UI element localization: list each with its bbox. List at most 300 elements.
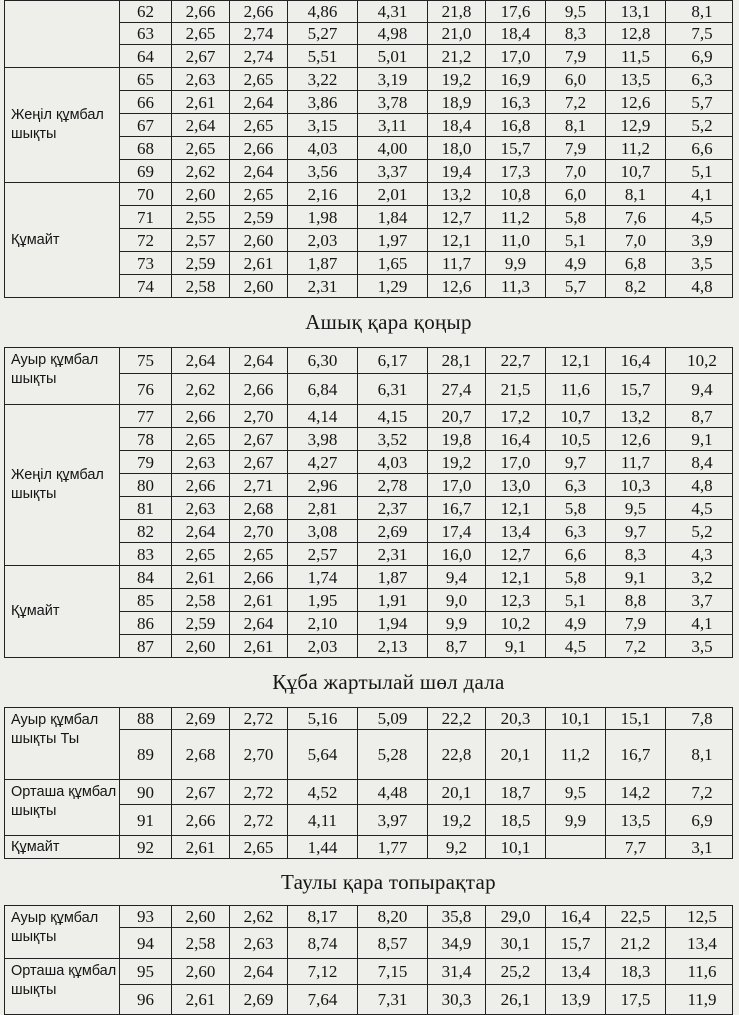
value-cell: 2,63 bbox=[172, 451, 230, 474]
value-cell: 12,1 bbox=[486, 566, 546, 589]
value-cell: 7,9 bbox=[546, 137, 606, 160]
row-number: 66 bbox=[120, 91, 172, 114]
row-number: 80 bbox=[120, 474, 172, 497]
value-cell: 2,59 bbox=[172, 612, 230, 635]
value-cell: 2,96 bbox=[288, 474, 358, 497]
value-cell: 17,5 bbox=[606, 985, 666, 1015]
value-cell: 3,1 bbox=[666, 836, 733, 859]
value-cell: 7,0 bbox=[546, 160, 606, 183]
value-cell: 10,8 bbox=[486, 183, 546, 206]
value-cell: 12,7 bbox=[486, 543, 546, 566]
value-cell: 11,7 bbox=[428, 252, 486, 275]
value-cell: 2,69 bbox=[358, 520, 428, 543]
value-cell: 5,01 bbox=[358, 45, 428, 68]
section-title: Таулы қара топырақтар bbox=[281, 869, 496, 894]
section-heading bbox=[5, 859, 733, 906]
value-cell: 12,9 bbox=[606, 114, 666, 137]
section-row bbox=[5, 658, 733, 708]
value-cell: 2,74 bbox=[230, 23, 288, 45]
value-cell: 2,57 bbox=[172, 229, 230, 252]
value-cell: 25,2 bbox=[486, 959, 546, 985]
value-cell: 5,7 bbox=[546, 275, 606, 298]
value-cell: 1,44 bbox=[288, 836, 358, 859]
value-cell: 4,9 bbox=[546, 612, 606, 635]
value-cell: 7,31 bbox=[358, 985, 428, 1015]
value-cell: 12,6 bbox=[428, 275, 486, 298]
row-number: 86 bbox=[120, 612, 172, 635]
table-row bbox=[5, 68, 733, 91]
value-cell: 2,72 bbox=[230, 708, 288, 730]
row-number: 79 bbox=[120, 451, 172, 474]
row-number: 62 bbox=[120, 1, 172, 23]
value-cell: 2,57 bbox=[288, 543, 358, 566]
row-number: 93 bbox=[120, 906, 172, 928]
row-number: 94 bbox=[120, 928, 172, 959]
value-cell: 2,68 bbox=[230, 497, 288, 520]
value-cell: 2,63 bbox=[230, 928, 288, 959]
value-cell: 2,62 bbox=[230, 906, 288, 928]
value-cell: 1,95 bbox=[288, 589, 358, 612]
value-cell: 2,66 bbox=[230, 566, 288, 589]
value-cell: 29,0 bbox=[486, 906, 546, 928]
value-cell: 12,6 bbox=[606, 428, 666, 451]
soil-group-label: Жеңіл құмбал шықты bbox=[5, 68, 120, 183]
value-cell: 20,7 bbox=[428, 405, 486, 428]
value-cell: 17,6 bbox=[486, 1, 546, 23]
value-cell: 2,65 bbox=[172, 428, 230, 451]
value-cell: 10,5 bbox=[546, 428, 606, 451]
value-cell: 5,51 bbox=[288, 45, 358, 68]
value-cell: 2,67 bbox=[230, 428, 288, 451]
value-cell: 7,5 bbox=[666, 23, 733, 45]
value-cell: 9,0 bbox=[428, 589, 486, 612]
value-cell: 3,97 bbox=[358, 805, 428, 836]
value-cell: 10,7 bbox=[606, 160, 666, 183]
value-cell: 8,3 bbox=[606, 543, 666, 566]
table-row bbox=[5, 183, 733, 206]
value-cell: 3,52 bbox=[358, 428, 428, 451]
value-cell: 6,31 bbox=[358, 374, 428, 405]
value-cell: 30,1 bbox=[486, 928, 546, 959]
value-cell: 6,8 bbox=[606, 252, 666, 275]
value-cell: 16,7 bbox=[606, 730, 666, 780]
row-number: 83 bbox=[120, 543, 172, 566]
value-cell: 2,64 bbox=[230, 348, 288, 374]
value-cell: 8,74 bbox=[288, 928, 358, 959]
table-row bbox=[5, 906, 733, 928]
value-cell: 31,4 bbox=[428, 959, 486, 985]
section-title: Құба жартылай шөл дала bbox=[272, 670, 505, 694]
value-cell: 20,1 bbox=[486, 730, 546, 780]
value-cell: 2,66 bbox=[172, 405, 230, 428]
value-cell: 12,6 bbox=[606, 91, 666, 114]
row-number: 64 bbox=[120, 45, 172, 68]
value-cell: 13,2 bbox=[428, 183, 486, 206]
value-cell: 9,9 bbox=[486, 252, 546, 275]
value-cell: 5,2 bbox=[666, 520, 733, 543]
value-cell: 7,9 bbox=[606, 612, 666, 635]
value-cell: 20,1 bbox=[428, 780, 486, 805]
value-cell: 2,71 bbox=[230, 474, 288, 497]
section-row bbox=[5, 859, 733, 906]
row-number: 71 bbox=[120, 206, 172, 229]
value-cell: 1,98 bbox=[288, 206, 358, 229]
value-cell: 2,61 bbox=[172, 836, 230, 859]
value-cell: 5,64 bbox=[288, 730, 358, 780]
value-cell: 3,78 bbox=[358, 91, 428, 114]
value-cell: 3,5 bbox=[666, 635, 733, 658]
value-cell: 2,81 bbox=[288, 497, 358, 520]
value-cell: 1,87 bbox=[288, 252, 358, 275]
value-cell: 4,00 bbox=[358, 137, 428, 160]
soil-group-label bbox=[5, 1, 120, 68]
value-cell: 3,08 bbox=[288, 520, 358, 543]
value-cell: 3,2 bbox=[666, 566, 733, 589]
value-cell: 2,70 bbox=[230, 405, 288, 428]
row-number: 65 bbox=[120, 68, 172, 91]
value-cell: 3,86 bbox=[288, 91, 358, 114]
soil-group-label: Құмайт bbox=[5, 183, 120, 298]
value-cell: 2,69 bbox=[172, 708, 230, 730]
value-cell: 2,63 bbox=[172, 497, 230, 520]
row-number: 92 bbox=[120, 836, 172, 859]
value-cell: 34,9 bbox=[428, 928, 486, 959]
value-cell: 2,63 bbox=[172, 68, 230, 91]
value-cell: 6,0 bbox=[546, 183, 606, 206]
value-cell: 5,7 bbox=[666, 91, 733, 114]
value-cell: 11,9 bbox=[666, 985, 733, 1015]
value-cell: 11,2 bbox=[546, 730, 606, 780]
value-cell: 1,65 bbox=[358, 252, 428, 275]
value-cell: 1,97 bbox=[358, 229, 428, 252]
value-cell: 16,4 bbox=[546, 906, 606, 928]
value-cell: 13,4 bbox=[546, 959, 606, 985]
value-cell: 5,16 bbox=[288, 708, 358, 730]
value-cell: 9,2 bbox=[428, 836, 486, 859]
value-cell: 4,8 bbox=[666, 474, 733, 497]
value-cell: 2,66 bbox=[230, 374, 288, 405]
value-cell: 4,5 bbox=[666, 206, 733, 229]
row-number: 88 bbox=[120, 708, 172, 730]
value-cell: 11,3 bbox=[486, 275, 546, 298]
value-cell: 28,1 bbox=[428, 348, 486, 374]
row-number: 76 bbox=[120, 374, 172, 405]
row-number: 90 bbox=[120, 780, 172, 805]
value-cell: 15,7 bbox=[606, 374, 666, 405]
table-row bbox=[5, 405, 733, 428]
value-cell: 17,2 bbox=[486, 405, 546, 428]
soil-group-label: Ауыр құмбал шықты Ты bbox=[5, 708, 120, 780]
value-cell: 1,74 bbox=[288, 566, 358, 589]
value-cell: 2,60 bbox=[230, 275, 288, 298]
value-cell: 4,11 bbox=[288, 805, 358, 836]
value-cell: 12,1 bbox=[428, 229, 486, 252]
value-cell: 9,1 bbox=[486, 635, 546, 658]
value-cell: 18,4 bbox=[486, 23, 546, 45]
value-cell: 18,0 bbox=[428, 137, 486, 160]
value-cell: 2,64 bbox=[172, 114, 230, 137]
value-cell: 6,30 bbox=[288, 348, 358, 374]
value-cell: 21,8 bbox=[428, 1, 486, 23]
value-cell: 27,4 bbox=[428, 374, 486, 405]
row-number: 68 bbox=[120, 137, 172, 160]
value-cell: 16,9 bbox=[486, 68, 546, 91]
value-cell: 2,72 bbox=[230, 780, 288, 805]
value-cell: 3,37 bbox=[358, 160, 428, 183]
value-cell: 15,1 bbox=[606, 708, 666, 730]
value-cell: 12,5 bbox=[666, 906, 733, 928]
value-cell: 13,2 bbox=[606, 405, 666, 428]
value-cell: 2,66 bbox=[230, 1, 288, 23]
value-cell: 2,61 bbox=[172, 985, 230, 1015]
table-row bbox=[5, 959, 733, 985]
value-cell: 12,1 bbox=[486, 497, 546, 520]
value-cell: 17,0 bbox=[486, 45, 546, 68]
value-cell: 2,61 bbox=[172, 91, 230, 114]
value-cell: 13,4 bbox=[666, 928, 733, 959]
value-cell: 20,3 bbox=[486, 708, 546, 730]
value-cell: 3,19 bbox=[358, 68, 428, 91]
value-cell: 8,4 bbox=[666, 451, 733, 474]
value-cell: 8,1 bbox=[666, 730, 733, 780]
value-cell: 3,98 bbox=[288, 428, 358, 451]
value-cell: 9,4 bbox=[666, 374, 733, 405]
value-cell: 2,65 bbox=[172, 543, 230, 566]
value-cell: 4,1 bbox=[666, 183, 733, 206]
value-cell: 2,65 bbox=[172, 137, 230, 160]
value-cell: 13,5 bbox=[606, 68, 666, 91]
value-cell: 8,3 bbox=[546, 23, 606, 45]
row-number: 91 bbox=[120, 805, 172, 836]
value-cell: 9,9 bbox=[546, 805, 606, 836]
row-number: 63 bbox=[120, 23, 172, 45]
value-cell: 2,58 bbox=[172, 589, 230, 612]
value-cell: 2,10 bbox=[288, 612, 358, 635]
value-cell: 6,84 bbox=[288, 374, 358, 405]
value-cell: 30,3 bbox=[428, 985, 486, 1015]
value-cell: 4,8 bbox=[666, 275, 733, 298]
value-cell: 3,5 bbox=[666, 252, 733, 275]
value-cell: 18,5 bbox=[486, 805, 546, 836]
value-cell: 5,2 bbox=[666, 114, 733, 137]
value-cell: 7,12 bbox=[288, 959, 358, 985]
value-cell: 4,03 bbox=[288, 137, 358, 160]
value-cell: 7,7 bbox=[606, 836, 666, 859]
value-cell: 14,2 bbox=[606, 780, 666, 805]
value-cell: 2,60 bbox=[230, 229, 288, 252]
row-number: 67 bbox=[120, 114, 172, 137]
value-cell: 5,28 bbox=[358, 730, 428, 780]
value-cell: 7,64 bbox=[288, 985, 358, 1015]
table-row bbox=[5, 1, 733, 23]
value-cell: 2,66 bbox=[172, 805, 230, 836]
value-cell: 7,8 bbox=[666, 708, 733, 730]
value-cell: 9,5 bbox=[546, 780, 606, 805]
value-cell bbox=[546, 836, 606, 859]
value-cell: 8,1 bbox=[546, 114, 606, 137]
value-cell: 6,3 bbox=[666, 68, 733, 91]
value-cell: 2,70 bbox=[230, 520, 288, 543]
soil-group-label: Ауыр құмбал шықты bbox=[5, 906, 120, 959]
value-cell: 8,7 bbox=[666, 405, 733, 428]
value-cell: 4,86 bbox=[288, 1, 358, 23]
value-cell: 22,5 bbox=[606, 906, 666, 928]
value-cell: 21,5 bbox=[486, 374, 546, 405]
value-cell: 12,3 bbox=[486, 589, 546, 612]
value-cell: 2,64 bbox=[230, 160, 288, 183]
value-cell: 2,01 bbox=[358, 183, 428, 206]
value-cell: 2,67 bbox=[172, 780, 230, 805]
soil-properties-table bbox=[4, 0, 733, 1015]
value-cell: 2,59 bbox=[172, 252, 230, 275]
value-cell: 2,66 bbox=[230, 137, 288, 160]
value-cell: 2,31 bbox=[358, 543, 428, 566]
value-cell: 12,8 bbox=[606, 23, 666, 45]
value-cell: 7,6 bbox=[606, 206, 666, 229]
value-cell: 6,0 bbox=[546, 68, 606, 91]
value-cell: 11,0 bbox=[486, 229, 546, 252]
value-cell: 2,69 bbox=[230, 985, 288, 1015]
row-number: 70 bbox=[120, 183, 172, 206]
value-cell: 6,6 bbox=[666, 137, 733, 160]
value-cell: 13,4 bbox=[486, 520, 546, 543]
value-cell: 11,7 bbox=[606, 451, 666, 474]
value-cell: 2,61 bbox=[230, 635, 288, 658]
value-cell: 4,5 bbox=[666, 497, 733, 520]
value-cell: 8,57 bbox=[358, 928, 428, 959]
value-cell: 8,17 bbox=[288, 906, 358, 928]
value-cell: 5,1 bbox=[546, 229, 606, 252]
value-cell: 2,31 bbox=[288, 275, 358, 298]
value-cell: 1,94 bbox=[358, 612, 428, 635]
value-cell: 2,65 bbox=[230, 68, 288, 91]
value-cell: 5,27 bbox=[288, 23, 358, 45]
value-cell: 4,31 bbox=[358, 1, 428, 23]
value-cell: 7,9 bbox=[546, 45, 606, 68]
value-cell: 2,62 bbox=[172, 374, 230, 405]
value-cell: 2,65 bbox=[230, 114, 288, 137]
value-cell: 5,8 bbox=[546, 497, 606, 520]
value-cell: 10,2 bbox=[666, 348, 733, 374]
value-cell: 2,74 bbox=[230, 45, 288, 68]
value-cell: 1,87 bbox=[358, 566, 428, 589]
value-cell: 19,8 bbox=[428, 428, 486, 451]
value-cell: 2,16 bbox=[288, 183, 358, 206]
value-cell: 2,66 bbox=[172, 1, 230, 23]
value-cell: 2,64 bbox=[230, 91, 288, 114]
value-cell: 6,9 bbox=[666, 45, 733, 68]
soil-group-label: Ауыр құмбал шықты bbox=[5, 348, 120, 405]
value-cell: 2,55 bbox=[172, 206, 230, 229]
value-cell: 19,2 bbox=[428, 451, 486, 474]
value-cell: 4,27 bbox=[288, 451, 358, 474]
value-cell: 9,5 bbox=[606, 497, 666, 520]
value-cell: 4,48 bbox=[358, 780, 428, 805]
value-cell: 18,9 bbox=[428, 91, 486, 114]
table-body bbox=[5, 1, 733, 1015]
value-cell: 2,61 bbox=[172, 566, 230, 589]
value-cell: 9,1 bbox=[666, 428, 733, 451]
value-cell: 3,9 bbox=[666, 229, 733, 252]
value-cell: 5,8 bbox=[546, 566, 606, 589]
value-cell: 13,5 bbox=[606, 805, 666, 836]
soil-group-label: Жеңіл құмбал шықты bbox=[5, 405, 120, 566]
value-cell: 7,2 bbox=[666, 780, 733, 805]
value-cell: 2,61 bbox=[230, 589, 288, 612]
value-cell: 8,1 bbox=[666, 1, 733, 23]
value-cell: 9,7 bbox=[606, 520, 666, 543]
value-cell: 8,2 bbox=[606, 275, 666, 298]
value-cell: 11,5 bbox=[606, 45, 666, 68]
value-cell: 18,7 bbox=[486, 780, 546, 805]
value-cell: 2,61 bbox=[230, 252, 288, 275]
row-number: 72 bbox=[120, 229, 172, 252]
value-cell: 22,7 bbox=[486, 348, 546, 374]
value-cell: 12,7 bbox=[428, 206, 486, 229]
value-cell: 16,4 bbox=[606, 348, 666, 374]
value-cell: 8,20 bbox=[358, 906, 428, 928]
value-cell: 2,65 bbox=[172, 23, 230, 45]
value-cell: 16,8 bbox=[486, 114, 546, 137]
value-cell: 2,66 bbox=[172, 474, 230, 497]
value-cell: 9,4 bbox=[428, 566, 486, 589]
value-cell: 11,6 bbox=[546, 374, 606, 405]
value-cell: 2,58 bbox=[172, 928, 230, 959]
value-cell: 2,67 bbox=[230, 451, 288, 474]
value-cell: 2,59 bbox=[230, 206, 288, 229]
value-cell: 12,1 bbox=[546, 348, 606, 374]
value-cell: 22,8 bbox=[428, 730, 486, 780]
soil-group-label: Орташа құмбал шықты bbox=[5, 780, 120, 836]
value-cell: 10,1 bbox=[486, 836, 546, 859]
value-cell: 2,64 bbox=[172, 520, 230, 543]
value-cell: 6,3 bbox=[546, 520, 606, 543]
value-cell: 3,15 bbox=[288, 114, 358, 137]
soil-group-label: Құмайт bbox=[5, 566, 120, 658]
value-cell: 7,0 bbox=[606, 229, 666, 252]
row-number: 77 bbox=[120, 405, 172, 428]
value-cell: 13,0 bbox=[486, 474, 546, 497]
value-cell: 8,1 bbox=[606, 183, 666, 206]
value-cell: 7,15 bbox=[358, 959, 428, 985]
section-heading bbox=[5, 298, 733, 348]
value-cell: 17,0 bbox=[486, 451, 546, 474]
value-cell: 18,4 bbox=[428, 114, 486, 137]
row-number: 96 bbox=[120, 985, 172, 1015]
value-cell: 1,29 bbox=[358, 275, 428, 298]
value-cell: 1,77 bbox=[358, 836, 428, 859]
value-cell: 2,72 bbox=[230, 805, 288, 836]
value-cell: 19,2 bbox=[428, 68, 486, 91]
value-cell: 4,5 bbox=[546, 635, 606, 658]
value-cell: 4,9 bbox=[546, 252, 606, 275]
value-cell: 10,3 bbox=[606, 474, 666, 497]
value-cell: 1,91 bbox=[358, 589, 428, 612]
value-cell: 19,4 bbox=[428, 160, 486, 183]
value-cell: 4,3 bbox=[666, 543, 733, 566]
value-cell: 3,7 bbox=[666, 589, 733, 612]
table-row bbox=[5, 780, 733, 805]
section-heading bbox=[5, 658, 733, 708]
value-cell: 10,7 bbox=[546, 405, 606, 428]
value-cell: 13,1 bbox=[606, 1, 666, 23]
value-cell: 4,98 bbox=[358, 23, 428, 45]
value-cell: 6,3 bbox=[546, 474, 606, 497]
value-cell: 11,6 bbox=[666, 959, 733, 985]
value-cell: 8,7 bbox=[428, 635, 486, 658]
value-cell: 2,65 bbox=[230, 183, 288, 206]
value-cell: 2,60 bbox=[172, 906, 230, 928]
